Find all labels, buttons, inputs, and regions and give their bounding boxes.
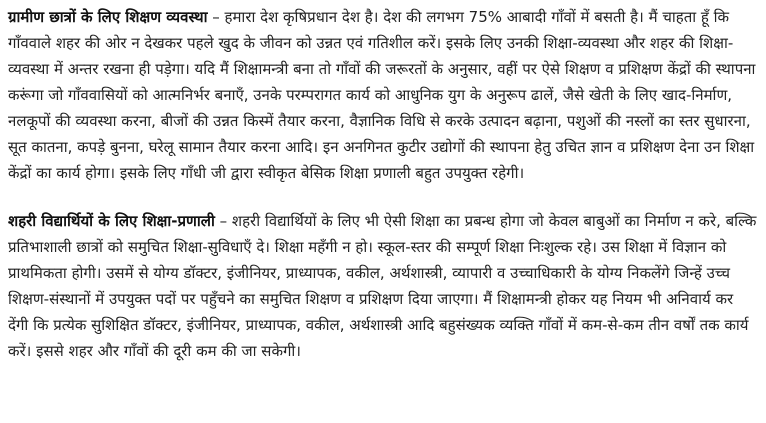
- paragraph-urban-education: [8, 208, 758, 364]
- paragraph-heading-urban: शहरी विद्यार्थियों के लिए शिक्षा-प्रणाली: [8, 212, 215, 230]
- paragraph-body-rural: हमारा देश कृषिप्रधान देश है। देश की लगभग 75% आबादी गाँवों में बसती है। मैं चाहता हूँ कि गाँववाले शहर की ओर न देखकर पहले खुद के जीवन को उन्नत एवं गतिशील करें। इसके लिए उनकी शिक्षा-व्यवस्था और शहर की शिक्षा-व्यवस्था में अन्तर रखना ही पड़ेगा। यदि मैं शिक्षामन्त्री बना तो गाँवों की जरूरतों के अनुसार, वहीं पर ऐसे शिक्षण व प्रशिक्षण केंद्रों की स्थापना करूंगा जो गाँववासियों को आत्मनिर्भर बनाएँ, उनके परम्परागत कार्य को आधुनिक युग के अनुरूप ढालें, जैसे खेती के लिए खाद-निर्माण, नलकूपों की व्यवस्था करना, बीजों की उन्नत किस्में तैयार करना, वैज्ञानिक विधि से करके उत्पादन बढ़ाना, पशुओं की नस्लों का स्तर सुधारना, सूत कातना, कपड़े बुनना, घरेलू सामान तैयार करना आदि। इन अनगिनत कुटीर उद्योगों की स्थापना हेतु उचित ज्ञान व प्रशिक्षण देना उन शिक्षा केंद्रों का कार्य होगा। इसके लिए गाँधी जी द्वारा स्वीकृत बेसिक शिक्षा प्रणाली बहुत उपयुक्त रहेगी।: [8, 8, 756, 182]
- heading-separator: –: [207, 8, 225, 26]
- paragraph-body-urban: शहरी विद्यार्थियों के लिए भी ऐसी शिक्षा का प्रबन्ध होगा जो केवल बाबुओं का निर्माण न करे, बल्कि प्रतिभाशाली छात्रों को समुचित शिक्षा-सुविधाएँ दे। शिक्षा महँगी न हो। स्कूल-स्तर की सम्पूर्ण शिक्षा निःशुल्क रहे। उस शिक्षा में विज्ञान को प्राथमिकता होगी। उसमें से योग्य डॉक्टर, इंजीनियर, प्राध्यापक, वकील, अर्थशास्त्री, व्यापारी व उच्चाधिकारी के योग्य निकलेंगे जिन्हें उच्च शिक्षण-संस्थानों में उपयुक्त पदों पर पहुँचने का समुचित शिक्षण व प्रशिक्षण दिया जाएगा। मैं शिक्षामन्त्री होकर यह नियम भी अनिवार्य कर देंगी कि प्रत्येक सुशिक्षित डॉक्टर, इंजीनियर, प्राध्यापक, वकील, अर्थशास्त्री आदि बहुसंख्यक व्यक्ति गाँवों में कम-से-कम तीन वर्षों तक कार्य करें। इससे शहर और गाँवों की दूरी कम की जा सकेगी।: [8, 212, 757, 360]
- paragraph-rural-education: [8, 4, 758, 186]
- document-content: [8, 4, 758, 364]
- paragraph-heading-rural: ग्रामीण छात्रों के लिए शिक्षण व्यवस्था: [8, 8, 208, 26]
- heading-separator: –: [214, 212, 232, 230]
